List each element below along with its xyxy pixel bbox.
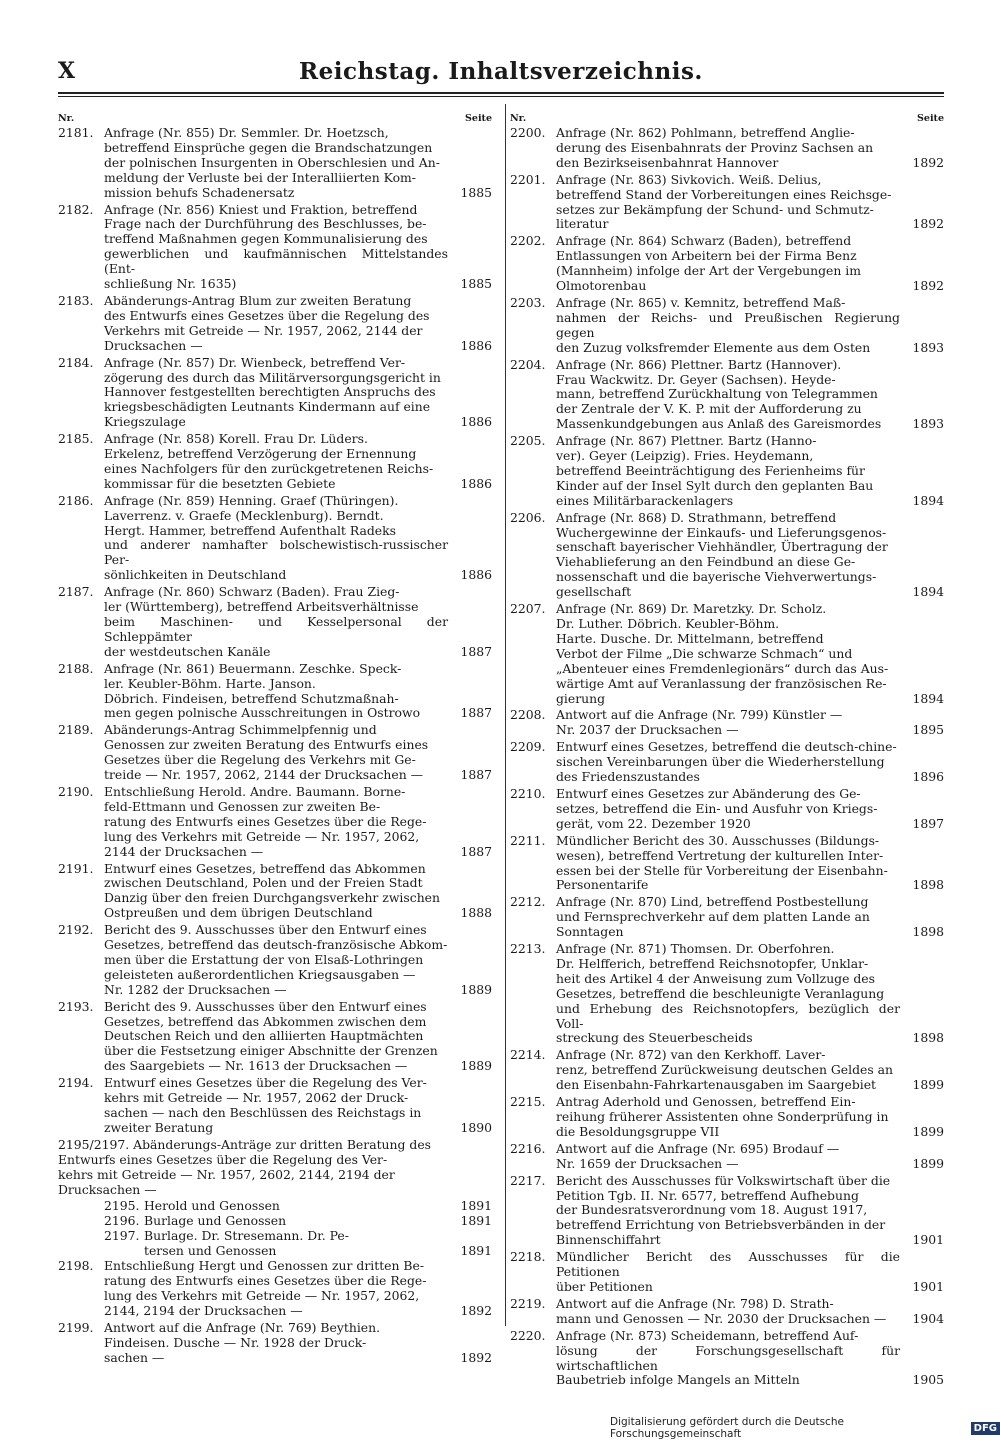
entry-text: Burlage. Dr. Stresemann. Dr. Pe- tersen und Genossen <box>144 1228 349 1259</box>
entry-text: Entwurf eines Gesetzes zur Abänderung des Ge- setzes, betreffend die Ein- und Ausfuhr von Kriegs- gerät, vom 22. Dezember 1920 <box>556 785 878 831</box>
entry-text: Antwort auf die Anfrage (Nr. 799) Künstler — Nr. 2037 der Drucksachen — <box>556 707 843 738</box>
seite-label: Seite <box>465 113 492 124</box>
entry-page: 1887 <box>460 705 492 721</box>
entry-text: Entschließung Herold. Andre. Baumann. Borne- feld-Ettmann und Genossen zur zweiten Be- ratung des Entwurfs eines Gesetzes über die Rege- lung des Verkehrs mit Getreide — Nr. 1957, 2062, 2144 der Drucksachen — <box>104 783 427 859</box>
entry-page: 1889 <box>460 1058 492 1074</box>
index-entry <box>510 358 944 433</box>
entry-page: 1887 <box>460 843 492 859</box>
index-entry <box>58 785 492 860</box>
entry-page: 1891 <box>460 1213 492 1229</box>
entry-page: 1891 <box>460 1243 492 1259</box>
index-entry <box>58 862 492 922</box>
entry-text: Entschließung Hergt und Genossen zur dritten Be- ratung des Entwurfs eines Gesetzes über die Rege- lung des Verkehrs mit Getreide — Nr. 1957, 2062, 2144, 2194 der Drucksachen — <box>104 1258 427 1318</box>
entry-number: 2189. <box>58 722 94 738</box>
entry-page: 1886 <box>460 414 492 430</box>
index-entry <box>510 296 944 356</box>
entry-page: 1892 <box>912 154 944 170</box>
sub-entry <box>58 1199 492 1214</box>
entry-number: 2192. <box>58 922 94 938</box>
index-entry <box>58 662 492 722</box>
entry-text: Anfrage (Nr. 861) Beuermann. Zeschke. Speck- ler. Keubler-Böhm. Harte. Janson. Döbrich. Findeisen, betreffend Schutzmaßnah- men gegen polnische Ausschreitungen in Ostrowo <box>104 660 421 721</box>
index-entry <box>510 126 944 171</box>
entry-text: Herold und Genossen <box>144 1198 280 1214</box>
entry-number: 2200. <box>510 125 546 140</box>
entry-text: Anfrage (Nr. 857) Dr. Wienbeck, betreffend Ver- zögerung des durch das Militärversorgungsgericht in Hannover festgestellten berechtigten Anspruchs des kriegsbeschädigten Leutnants Kindermann auf eine Kriegszulage <box>104 354 441 430</box>
index-entry <box>510 708 944 738</box>
entry-page: 1892 <box>460 1302 492 1318</box>
entry-page: 1887 <box>460 767 492 783</box>
entry-page: 1901 <box>912 1232 944 1248</box>
index-entry <box>510 1048 944 1093</box>
entry-number: 2206. <box>510 509 546 525</box>
header-rule <box>58 92 944 94</box>
entry-page: 1885 <box>460 276 492 292</box>
index-entry <box>58 1076 492 1136</box>
index-entry <box>58 923 492 998</box>
entry-text: Anfrage (Nr. 873) Scheidemann, betreffend Auf- lösung der Forschungsgesellschaft für wirtschaftlichen Baubetrieb infolge Mangels an Mitteln <box>556 1327 900 1388</box>
entry-number: 2204. <box>510 356 546 372</box>
entry-text: Antwort auf die Anfrage (Nr. 798) D. Strath- mann und Genossen — Nr. 2030 der Drucksachen — <box>556 1295 887 1326</box>
entry-number: 2197. <box>104 1228 140 1244</box>
entry-text: Entwurf eines Gesetzes über die Regelung des Ver- kehrs mit Getreide — Nr. 1957, 2062 der Druck- sachen — nach den Beschlüssen des Reichstags in zweiter Beratung <box>104 1075 427 1135</box>
entry-page: 1886 <box>460 475 492 491</box>
entry-page: 1892 <box>912 216 944 232</box>
entry-text: Antwort auf die Anfrage (Nr. 769) Beythien. Findeisen. Dusche — Nr. 1928 der Druck- sachen — <box>104 1319 381 1365</box>
entry-number: 2181. <box>58 125 94 140</box>
entry-number: 2193. <box>58 998 94 1014</box>
index-entry <box>510 740 944 785</box>
entry-number: 2190. <box>58 783 94 799</box>
index-entry <box>510 834 944 894</box>
entry-number: 2215. <box>510 1094 546 1110</box>
index-entry <box>510 895 944 940</box>
index-entry <box>58 356 492 431</box>
entry-page: 1894 <box>912 492 944 508</box>
entry-text-body: Abänderungs-Anträge zur dritten Beratung des Entwurfs eines Gesetzes über die Regelung des Ver- kehrs mit Getreide — Nr. 1957, 2602, 2144, 2194 der Drucksachen — <box>58 1136 432 1197</box>
entry-text: Anfrage (Nr. 871) Thomsen. Dr. Oberfohren. Dr. Helfferich, betreffend Reichsnotopfer, Unklar- heit des Artikel 4 der Anweisung zum Vollzuge des Gesetzes, betreffend die beschleunigte Veranlagung und Erhebung des Reichsnotopfers, bezüglich der Voll- streckung des Steuerbescheids <box>556 941 900 1046</box>
entry-page: 1899 <box>912 1123 944 1139</box>
entry-number: 2201. <box>510 171 546 187</box>
index-entry <box>510 1250 944 1295</box>
entry-number: 2194. <box>58 1075 94 1091</box>
index-entry <box>58 126 492 201</box>
entry-number: 2187. <box>58 584 94 600</box>
entry-page: 1892 <box>460 1349 492 1365</box>
entry-page: 1885 <box>460 184 492 200</box>
entry-page: 1898 <box>912 877 944 893</box>
index-entry <box>58 494 492 583</box>
entry-text: Anfrage (Nr. 870) Lind, betreffend Postbestellung und Fernsprechverkehr auf dem platten Lande an Sonntagen <box>556 894 870 940</box>
entry-number: 2188. <box>58 660 94 676</box>
entry-text: Anfrage (Nr. 860) Schwarz (Baden). Frau Zieg- ler (Württemberg), betreffend Arbeitsverhältnisse beim Maschinen- und Kesselpersonal der Schleppämter der westdeutschen Kanäle <box>104 584 448 659</box>
index-entry <box>510 602 944 706</box>
entry-number: 2210. <box>510 785 546 801</box>
index-entry <box>58 585 492 660</box>
entry-page: 1892 <box>912 278 944 294</box>
column-divider <box>505 104 506 1326</box>
entry-number: 2198. <box>58 1258 94 1274</box>
entry-page: 1891 <box>460 1198 492 1214</box>
entry-number: 2191. <box>58 860 94 876</box>
column-header <box>58 112 492 124</box>
index-entry <box>510 511 944 600</box>
entry-text: Entwurf eines Gesetzes, betreffend die deutsch-chine- sischen Vereinbarungen über die Wiederherstellung des Friedenszustandes <box>556 739 897 785</box>
entry-text: Anfrage (Nr. 862) Pohlmann, betreffend Anglie- derung des Eisenbahnrats der Provinz Sachsen an den Bezirkseisenbahnrat Hannover <box>556 125 874 170</box>
entry-number: 2207. <box>510 601 546 617</box>
entry-text: Anfrage (Nr. 855) Dr. Semmler. Dr. Hoetzsch, betreffend Einsprüche gegen die Brandschatzungen der polnischen Insurgenten in Oberschlesien und An- meldung der Verluste bei der Interalliierten Kom- mission behufs Schadenersatz <box>104 125 440 200</box>
entry-text: Bericht des 9. Ausschusses über den Entwurf eines Gesetzes, betreffend das Abkommen zwischen dem Deutschen Reich und den alliierten Hauptmächten über die Festsetzung einiger Abschnitte der Grenzen des Saargebiets — Nr. 1613 der Drucksachen — <box>104 998 438 1074</box>
entry-number: 2195/2197. <box>58 1136 130 1152</box>
index-entry <box>58 294 492 354</box>
index-entry <box>510 434 944 509</box>
entry-number: 2213. <box>510 941 546 957</box>
entry-number: 2216. <box>510 1140 546 1156</box>
index-entry <box>510 1174 944 1249</box>
entry-text: Anfrage (Nr. 858) Korell. Frau Dr. Lüders. Erkelenz, betreffend Verzögerung der Ernennung eines Nachfolgers für den zurückgetretenen Reichs- kommissar für die besetzten Gebiete <box>104 431 434 491</box>
entry-page: 1905 <box>912 1372 944 1388</box>
entry-number: 2185. <box>58 431 94 447</box>
entry-page: 1895 <box>912 722 944 738</box>
entry-text: Anfrage (Nr. 863) Sivkovich. Weiß. Delius, betreffend Stand der Vorbereitungen eines Reichsge- setzes zur Bekämpfung der Schund- und Schmutz- literatur <box>556 171 892 232</box>
index-entry <box>58 1321 492 1366</box>
sub-entry <box>58 1229 492 1259</box>
index-entry <box>510 173 944 233</box>
entry-number: 2205. <box>510 433 546 449</box>
page-title: Reichstag. Inhaltsverzeichnis. <box>299 58 703 85</box>
entry-number: 2214. <box>510 1047 546 1063</box>
entry-number: 2202. <box>510 233 546 249</box>
credit-text: Digitalisierung gefördert durch die Deutsche Forschungsgemeinschaft <box>610 1416 844 1440</box>
entry-page: 1899 <box>912 1077 944 1093</box>
nr-label: Nr. <box>510 113 527 124</box>
entry-text: Anfrage (Nr. 867) Plettner. Bartz (Hanno- ver). Geyer (Leipzig). Fries. Heydemann, betreffend Beeinträchtigung des Ferienheims für Kinder auf der Insel Sylt durch den geplanten Bau eines Militärbarackenlagers <box>556 433 874 508</box>
entry-page: 1897 <box>912 815 944 831</box>
entry-page: 1894 <box>912 584 944 600</box>
entry-text: Entwurf eines Gesetzes, betreffend das Abkommen zwischen Deutschland, Polen und der Freien Stadt Danzig über den freien Durchgangsverkehr zwischen Ostpreußen und dem übrigen Deutschland <box>104 860 440 921</box>
entry-number: 2203. <box>510 294 546 310</box>
entry-page: 1899 <box>912 1155 944 1171</box>
entry-page: 1886 <box>460 337 492 353</box>
entry-text: Anfrage (Nr. 865) v. Kemnitz, betreffend Maß- nahmen der Reichs- und Preußischen Regierung gegen den Zuzug volksfremder Elemente aus dem Osten <box>556 294 900 355</box>
page-number: X <box>58 58 76 84</box>
entry-text: Anfrage (Nr. 868) D. Strathmann, betreffend Wuchergewinne der Einkaufs- und Lieferungsgenos- senschaft bayerischer Viehhändler, Übertragung der Viehablieferung an den Feindbund an diese Ge- nossenschaft und die bayerische Viehverwertungs- gesellschaft <box>556 509 888 600</box>
entry-page: 1888 <box>460 905 492 921</box>
index-entry <box>58 1259 492 1319</box>
entry-text: Mündlicher Bericht des 30. Ausschusses (Bildungs- wesen), betreffend Vertretung der kulturellen Inter- essen bei der Stelle für Vorbereitung der Eisenbahn- Personentarife <box>556 832 888 893</box>
index-entry <box>510 1095 944 1140</box>
index-entry <box>510 1142 944 1172</box>
index-entry <box>58 432 492 492</box>
dfg-logo: DFG <box>971 1422 1000 1435</box>
entry-number: 2218. <box>510 1249 546 1265</box>
index-entry <box>510 234 944 294</box>
digitization-credit <box>610 1416 1000 1440</box>
entry-text: Burlage und Genossen <box>144 1213 287 1229</box>
entry-page: 1893 <box>912 339 944 355</box>
entry-text: Anfrage (Nr. 864) Schwarz (Baden), betreffend Entlassungen von Arbeitern bei der Firma Benz (Mannheim) infolge der Art der Vergebungen im Olmotorenbau <box>556 233 861 294</box>
entry-page: 1904 <box>912 1310 944 1326</box>
sub-entry <box>58 1214 492 1229</box>
right-column <box>510 112 944 1390</box>
entry-number: 2209. <box>510 739 546 755</box>
entry-number: 2211. <box>510 832 546 848</box>
column-header <box>510 112 944 124</box>
header-rule-thin <box>58 96 944 97</box>
entry-number: 2186. <box>58 492 94 508</box>
entry-page: 1898 <box>912 924 944 940</box>
entry-page: 1893 <box>912 416 944 432</box>
entry-number: 2195. <box>104 1198 140 1214</box>
index-entry <box>510 1297 944 1327</box>
entry-number: 2212. <box>510 894 546 910</box>
entry-page: 1887 <box>460 643 492 659</box>
entry-text: Antrag Aderhold und Genossen, betreffend Ein- reihung früherer Assistenten ohne Sonderprüfung in die Besoldungsgruppe VII <box>556 1094 889 1139</box>
entry-text <box>58 1138 448 1198</box>
entry-number: 2182. <box>58 201 94 217</box>
entry-text: Anfrage (Nr. 856) Kniest und Fraktion, betreffend Frage nach der Durchführung des Beschlusses, be- treffend Maßnahmen gegen Kommunalisierung des gewerblichen und kaufmännischen Mittelstandes (Ent- schließung Nr. 1635) <box>104 201 448 292</box>
entry-text: Antwort auf die Anfrage (Nr. 695) Brodauf — Nr. 1659 der Drucksachen — <box>556 1140 840 1171</box>
entry-text: Bericht des Ausschusses für Volkswirtschaft über die Petition Tgb. II. Nr. 6577, betreffend Aufhebung der Bundesratsverordnung vom 18. August 1917, betreffend Errichtung von Betriebsverbänden in der Binnenschiffahrt <box>556 1172 891 1248</box>
entry-page: 1886 <box>460 567 492 583</box>
entry-page: 1901 <box>912 1278 944 1294</box>
entry-text: Abänderungs-Antrag Schimmelpfennig und Genossen zur zweiten Beratung des Entwurfs eines Gesetzes über die Regelung des Verkehrs mit Ge- treide — Nr. 1957, 2062, 2144 der Drucksachen — <box>104 722 429 783</box>
seite-label: Seite <box>917 113 944 124</box>
entry-page: 1889 <box>460 981 492 997</box>
entry-number: 2196. <box>104 1213 140 1229</box>
index-entry <box>510 787 944 832</box>
nr-label: Nr. <box>58 113 75 124</box>
page-header <box>58 58 944 94</box>
index-entry <box>510 942 944 1046</box>
entry-page: 1898 <box>912 1030 944 1046</box>
entry-text: Anfrage (Nr. 872) van den Kerkhoff. Laver- renz, betreffend Zurückweisung deutschen Geldes an den Eisenbahn-Fahrkartenausgaben im Saargebiet <box>556 1047 894 1093</box>
entry-number: 2220. <box>510 1327 546 1343</box>
index-entry <box>58 1000 492 1075</box>
entry-page: 1890 <box>460 1119 492 1135</box>
entry-page: 1896 <box>912 769 944 785</box>
entry-number: 2183. <box>58 292 94 308</box>
entry-number: 2199. <box>58 1319 94 1335</box>
entry-text: Anfrage (Nr. 869) Dr. Maretzky. Dr. Scholz. Dr. Luther. Döbrich. Keubler-Böhm. Harte. Dusche. Dr. Mittelmann, betreffend Verbot der Filme „Die schwarze Schmach“ und „Abenteuer eines Fremdenlegionärs“ durch das Aus- wärtige Amt auf Veranlassung der französischen Re- gierung <box>556 601 889 706</box>
entry-text: Bericht des 9. Ausschusses über den Entwurf eines Gesetzes, betreffend das deutsch-französische Abkom- men über die Erstattung der von Elsaß-Lothringen geleisteten außerordentlichen Kriegsausgaben — Nr. 1282 der Drucksachen — <box>104 922 448 997</box>
entry-text: Abänderungs-Antrag Blum zur zweiten Beratung des Entwurfs eines Gesetzes über die Regelung des Verkehrs mit Getreide — Nr. 1957, 2062, 2144 der Drucksachen — <box>104 292 430 353</box>
entry-page: 1894 <box>912 690 944 706</box>
entry-text: Mündlicher Bericht des Ausschusses für die Petitionen über Petitionen <box>556 1249 900 1294</box>
index-entry <box>58 723 492 783</box>
index-entry-group <box>58 1138 492 1198</box>
entry-text: Anfrage (Nr. 866) Plettner. Bartz (Hannover). Frau Wackwitz. Dr. Geyer (Sachsen). Heyde- mann, betreffend Zurückhaltung von Telegrammen der Zentrale der V. K. P. mit der Aufforderung zu Massenkundgebungen aus Anlaß des Gareismordes <box>556 356 882 432</box>
left-column <box>58 112 492 1367</box>
index-entry <box>510 1329 944 1389</box>
index-entry <box>58 203 492 292</box>
entry-number: 2208. <box>510 707 546 723</box>
entry-number: 2217. <box>510 1172 546 1188</box>
entry-text: Anfrage (Nr. 859) Henning. Graef (Thüringen). Laverrenz. v. Graefe (Mecklenburg). Berndt. Hergt. Hammer, betreffend Aufenthalt Radeks und anderer namhafter bolschewistisch-russischer Per- sönlichkeiten in Deutschland <box>104 492 448 583</box>
entry-number: 2184. <box>58 354 94 370</box>
entry-number: 2219. <box>510 1295 546 1311</box>
